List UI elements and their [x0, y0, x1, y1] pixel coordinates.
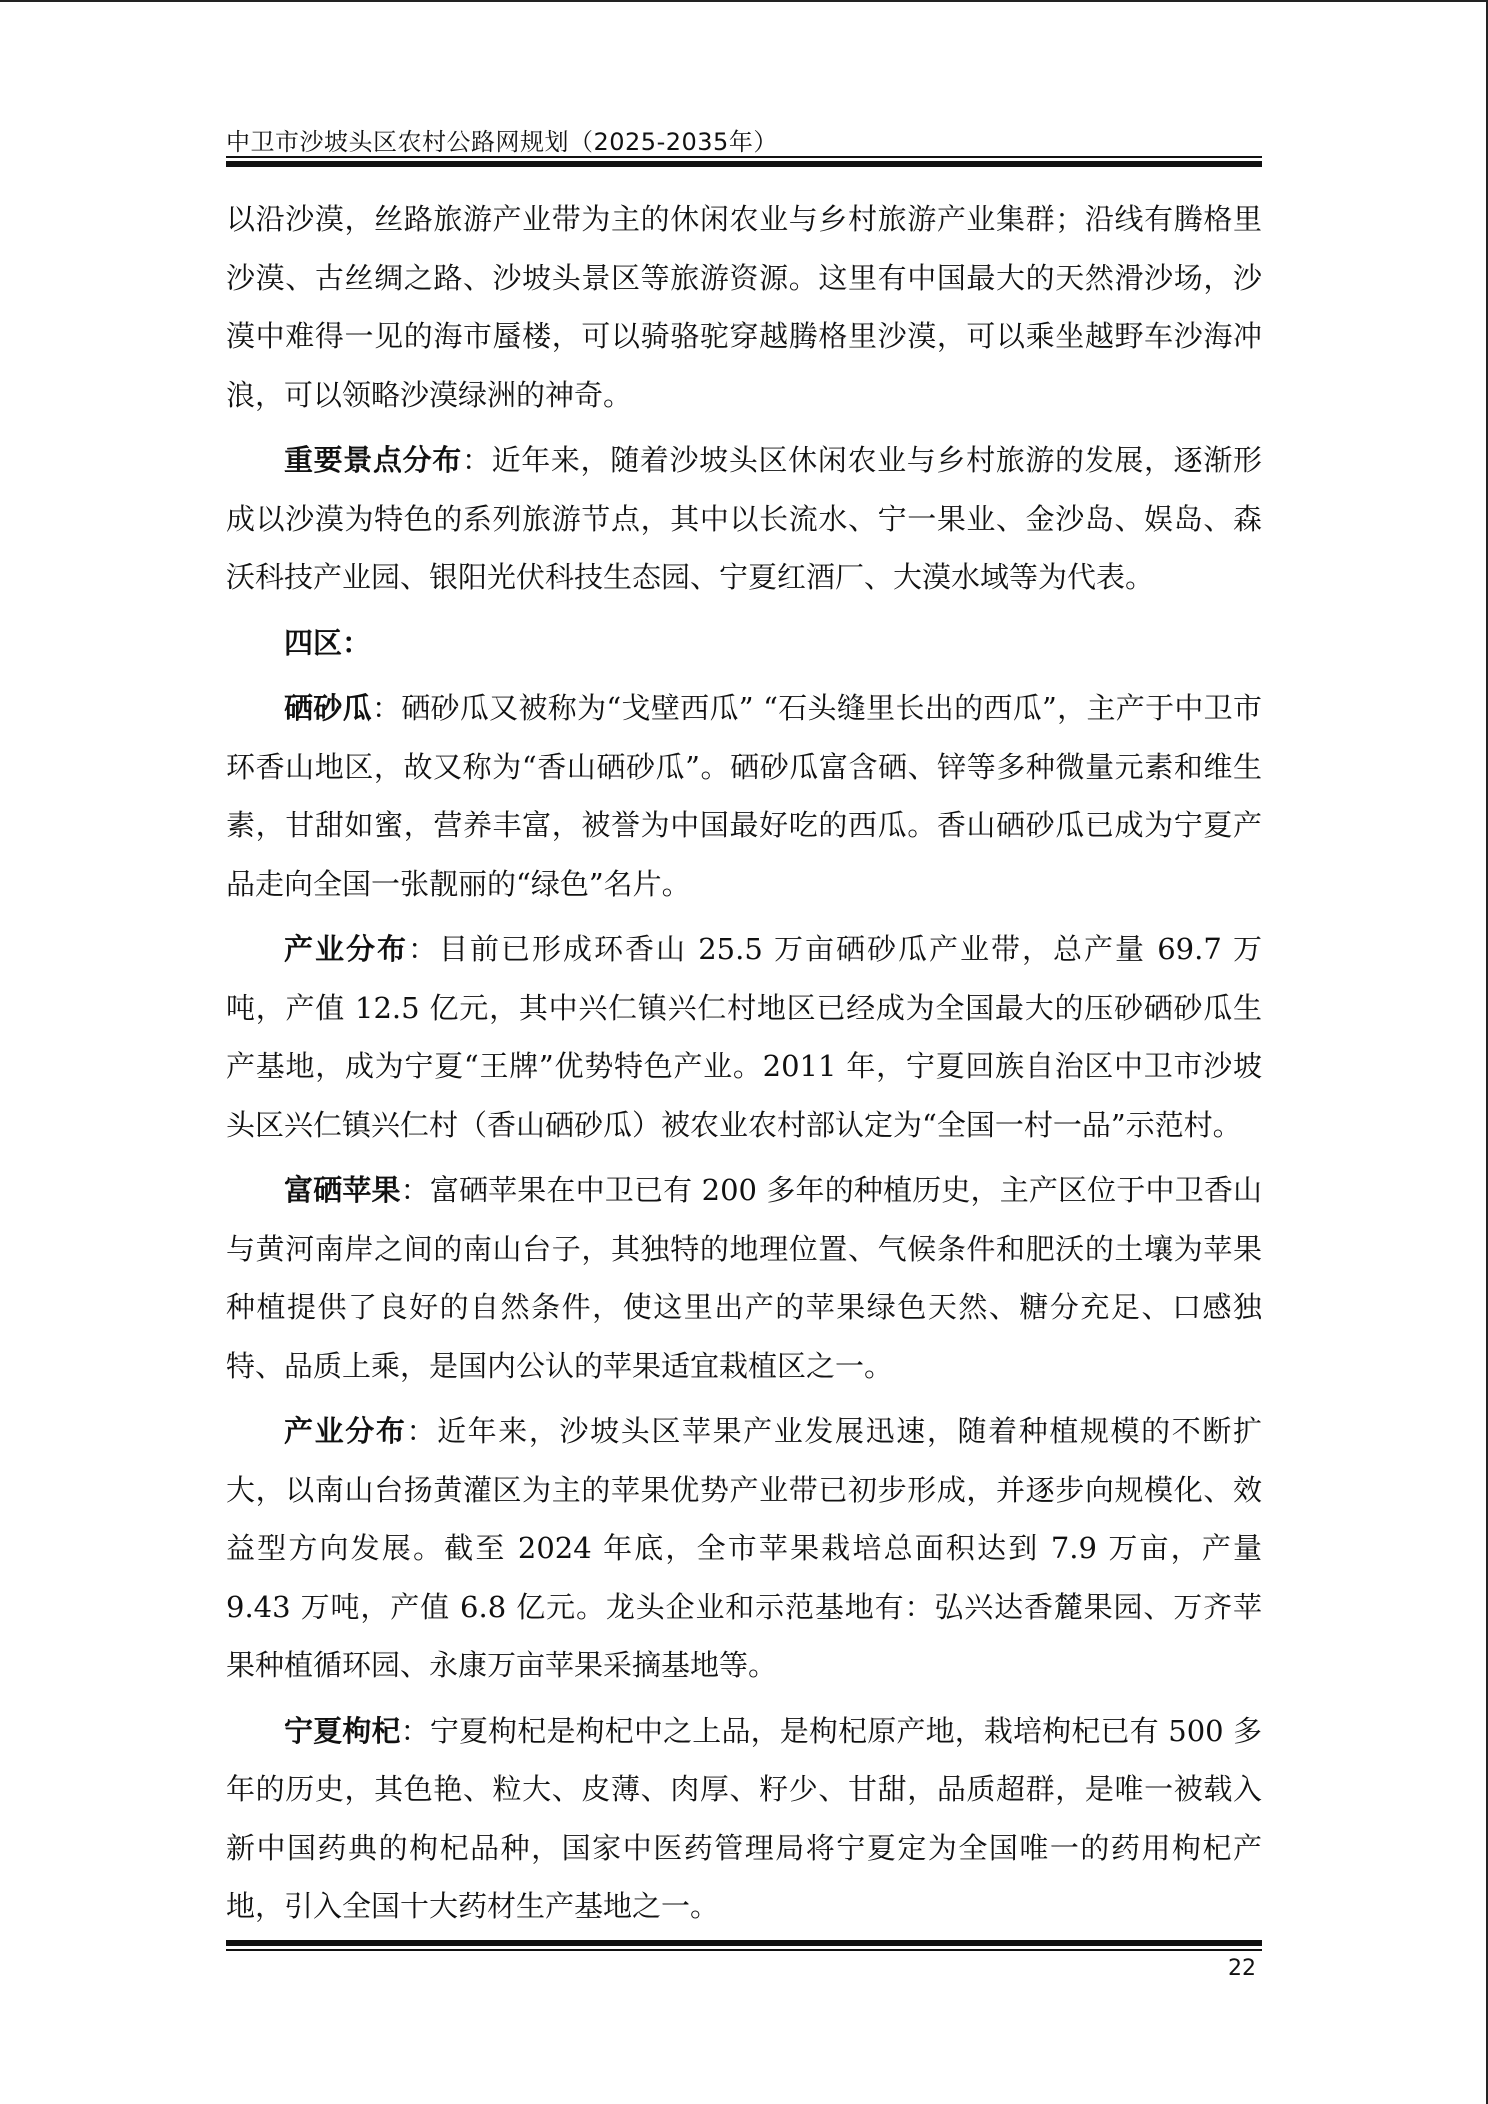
paragraph-label: 产业分布: [284, 932, 408, 966]
paragraph-text: ：富硒苹果在中卫已有 200 多年的种植历史，主产区位于中卫香山与黄河南岸之间的南山台子，其独特的地理位置、气候条件和肥沃的土壤为苹果种植提供了良好的自然条件，使这里出产的苹果绿色天然、糖分充足、口感独特、品质上乘，是国内公认的苹果适宜栽植区之一。: [226, 1173, 1262, 1383]
header-rule-thin: [226, 156, 1262, 158]
footer-rule-thick: [226, 1940, 1262, 1946]
paragraph-selenium-melon: [226, 679, 1262, 913]
paragraph-text: ：近年来，沙坡头区苹果产业发展迅速，随着种植规模的不断扩大，以南山台扬黄灌区为主的苹果优势产业带已初步形成，并逐步向规模化、效益型方向发展。截至 2024 年底，全市苹果栽培总面积达到 7.9 万亩，产量 9.43 万吨，产值 6.8 亿元。龙头企业和示范基地有：弘兴达香麓果园、万齐苹果种植循环园、永康万亩苹果采摘基地等。: [226, 1414, 1262, 1682]
paragraph-text: ：硒砂瓜又被称为“戈壁西瓜” “石头缝里长出的西瓜”，主产于中卫市环香山地区，故又称为“香山硒砂瓜”。硒砂瓜富含硒、锌等多种微量元素和维生素，甘甜如蜜，营养丰富，被誉为中国最好吃的西瓜。香山硒砂瓜已成为宁夏产品走向全国一张靓丽的“绿色”名片。: [226, 691, 1262, 901]
paragraph-text: 以沿沙漠，丝路旅游产业带为主的休闲农业与乡村旅游产业集群；沿线有腾格里沙漠、古丝绸之路、沙坡头景区等旅游资源。这里有中国最大的天然滑沙场，沙漠中难得一见的海市蜃楼，可以骑骆驼穿越腾格里沙漠，可以乘坐越野车沙海冲浪，可以领略沙漠绿洲的神奇。: [226, 202, 1262, 412]
paragraph-label: 重要景点分布: [284, 443, 462, 477]
paragraph-four-zones: [226, 614, 1262, 673]
paragraph-selenium-apple: [226, 1161, 1262, 1395]
paragraph-apple-industry: [226, 1402, 1262, 1695]
header-rule-thick: [226, 161, 1262, 167]
paragraph-text: ：目前已形成环香山 25.5 万亩硒砂瓜产业带，总产量 69.7 万吨，产值 12.5 亿元，其中兴仁镇兴仁村地区已经成为全国最大的压砂硒砂瓜生产基地，成为宁夏“王牌”优势特色产业。2011 年，宁夏回族自治区中卫市沙坡头区兴仁镇兴仁村（香山硒砂瓜）被农业农村部认定为“全国一村一品”示范村。: [226, 932, 1262, 1142]
paragraph-text: ：宁夏枸杞是枸杞中之上品，是枸杞原产地，栽培枸杞已有 500 多年的历史，其色艳、粒大、皮薄、肉厚、籽少、甘甜，品质超群，是唯一被载入新中国药典的枸杞品种，国家中医药管理局将宁夏定为全国唯一的药用枸杞产地，引入全国十大药材生产基地之一。: [226, 1713, 1262, 1923]
paragraph-label: 宁夏枸杞: [284, 1713, 401, 1748]
body-text: [226, 190, 1262, 1943]
paragraph-key-attractions: [226, 431, 1262, 607]
paragraph-goji: [226, 1702, 1262, 1936]
running-header: 中卫市沙坡头区农村公路网规划（2025-2035年）: [226, 128, 778, 156]
paragraph-label: 四区：: [284, 625, 372, 660]
paragraph-melon-industry: [226, 920, 1262, 1154]
paragraph-label: 硒砂瓜: [284, 691, 372, 725]
page-number: 22: [1228, 1956, 1256, 1981]
footer-rule-thin: [226, 1949, 1262, 1951]
paragraph-label: 产业分布: [284, 1414, 407, 1448]
paragraph-text: ：近年来，随着沙坡头区休闲农业与乡村旅游的发展，逐渐形成以沙漠为特色的系列旅游节点，其中以长流水、宁一果业、金沙岛、娱岛、森沃科技产业园、银阳光伏科技生态园、宁夏红酒厂、大漠水域等为代表。: [226, 443, 1262, 594]
paragraph-tourism-cluster: [226, 190, 1262, 424]
page-border-top: [0, 0, 1488, 2]
paragraph-label: 富硒苹果: [284, 1173, 401, 1207]
